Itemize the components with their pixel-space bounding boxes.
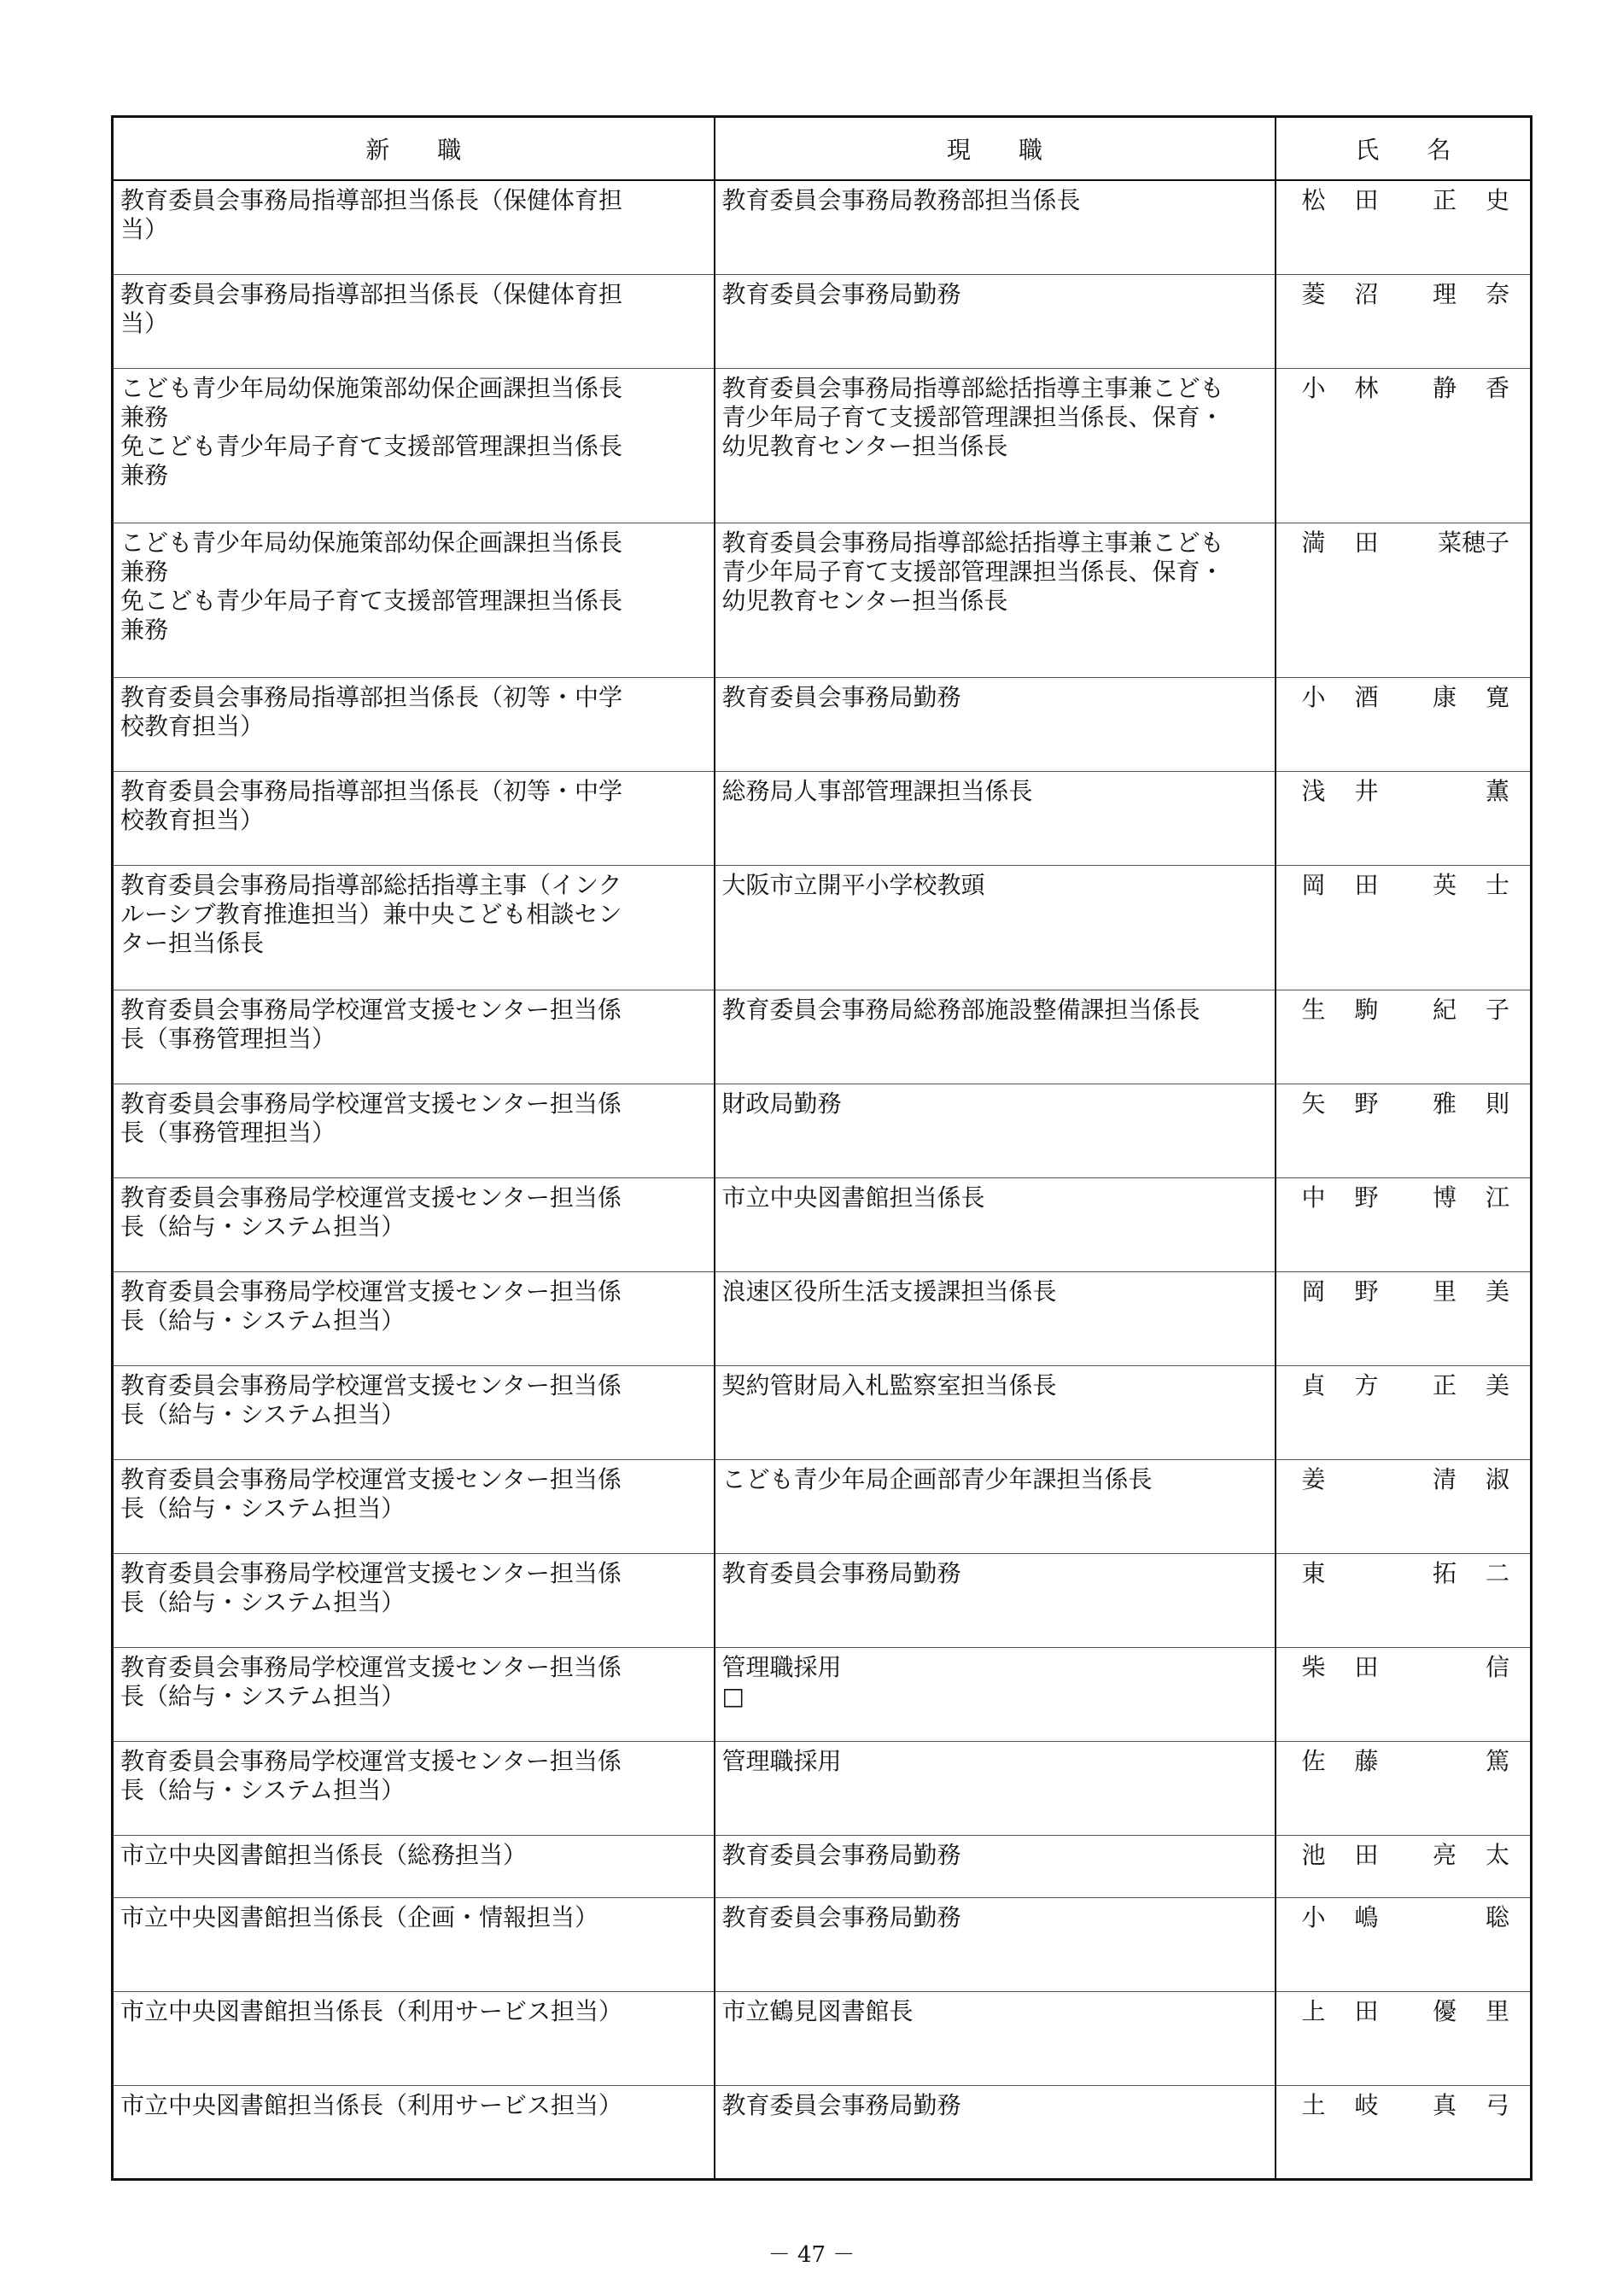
new-position-line: こども青少年局幼保施策部幼保企画課担当係長 [120, 528, 623, 557]
new-position-line: 長（事務管理担当） [120, 1024, 336, 1053]
name-cell [1276, 180, 1532, 274]
new-position-cell [113, 368, 715, 523]
new-position-line: 兼務 [120, 557, 169, 586]
surname-char: 小 [1301, 1902, 1326, 1931]
name-cell [1276, 1084, 1532, 1177]
current-position-cell [715, 1459, 1276, 1553]
person-name [1283, 1465, 1526, 1494]
name-cell [1276, 274, 1532, 368]
new-position-line: 免こども青少年局子育て支援部管理課担当係長 [120, 586, 623, 615]
surname-char: 貞 [1301, 1370, 1326, 1399]
table-row [113, 990, 1532, 1084]
surname [1302, 1903, 1379, 1932]
person-name [1283, 777, 1526, 806]
given-name [1433, 1090, 1509, 1119]
given-name [1433, 2091, 1509, 2120]
current-position-cell [715, 180, 1276, 274]
surname-char: 野 [1354, 1183, 1379, 1212]
new-position-line: 当） [120, 215, 169, 243]
surname-char [1355, 1559, 1379, 1588]
current-position-line: 管理職採用 [721, 1746, 842, 1775]
new-position-cell [113, 865, 715, 990]
name-cell [1276, 1271, 1532, 1365]
table-row [113, 1084, 1532, 1177]
name-cell [1276, 368, 1532, 523]
given-name [1433, 1277, 1509, 1306]
given-name-char: 則 [1485, 1089, 1509, 1118]
header-current-position: 現 職 [715, 117, 1276, 181]
given-name-char: 雅 [1432, 1089, 1457, 1118]
current-position-line: 青少年局子育て支援部管理課担当係長、保育・ [721, 557, 1224, 586]
current-position-cell [715, 1647, 1276, 1741]
table-row [113, 1835, 1532, 1897]
given-name-char: 清 [1432, 1464, 1457, 1493]
current-position-line: 教育委員会事務局総務部施設整備課担当係長 [721, 995, 1200, 1024]
person-name [1283, 1997, 1526, 2026]
given-name-char: 里 [1432, 1277, 1457, 1306]
table-row [113, 368, 1532, 523]
current-position-line: 幼児教育センター担当係長 [721, 586, 1008, 615]
person-name [1283, 2091, 1526, 2120]
current-position-line: 青少年局子育て支援部管理課担当係長、保育・ [721, 402, 1224, 431]
surname-char: 上 [1301, 1996, 1326, 2025]
person-name [1283, 186, 1526, 215]
current-position-line: 教育委員会事務局指導部総括指導主事兼こども [721, 373, 1224, 402]
given-name-char: 淑 [1485, 1464, 1509, 1493]
surname [1302, 1747, 1379, 1776]
name-cell [1276, 1177, 1532, 1271]
given-name-char: 菜穂子 [1437, 528, 1509, 557]
name-cell [1276, 990, 1532, 1084]
surname [1302, 1183, 1379, 1212]
new-position-cell [113, 274, 715, 368]
table-row [113, 1553, 1532, 1647]
surname-char: 田 [1354, 1996, 1379, 2025]
given-name-char: 寛 [1485, 682, 1509, 711]
given-name [1433, 1183, 1509, 1212]
surname-char: 岡 [1301, 1277, 1326, 1306]
new-position-line: 長（給与・システム担当） [120, 1399, 406, 1428]
person-name [1283, 1903, 1526, 1932]
person-name [1283, 1090, 1526, 1119]
new-position-line: 教育委員会事務局指導部担当係長（保健体育担 [120, 279, 623, 308]
given-name [1433, 1997, 1509, 2026]
current-position-cell [715, 1084, 1276, 1177]
name-cell [1276, 2085, 1532, 2179]
given-name-char: 太 [1485, 1840, 1509, 1869]
table-row [113, 1271, 1532, 1365]
given-name-char: 里 [1485, 1996, 1509, 2025]
surname-char: 酒 [1354, 682, 1379, 711]
surname-char: 田 [1354, 1652, 1379, 1681]
given-name [1433, 1747, 1509, 1776]
surname [1302, 1465, 1379, 1494]
surname [1302, 1559, 1379, 1588]
given-name [1433, 186, 1509, 215]
new-position-cell [113, 1647, 715, 1741]
table-row [113, 1647, 1532, 1741]
new-position-cell [113, 180, 715, 274]
current-position-cell [715, 1897, 1276, 1991]
new-position-cell [113, 1365, 715, 1459]
new-position-line: 教育委員会事務局学校運営支援センター担当係 [120, 1464, 622, 1493]
new-position-line: 免こども青少年局子育て支援部管理課担当係長 [120, 431, 623, 460]
given-name [1433, 280, 1509, 309]
given-name [1433, 683, 1509, 712]
current-position-cell [715, 677, 1276, 771]
new-position-line: 教育委員会事務局指導部担当係長（初等・中学 [120, 682, 623, 711]
current-position-line: 市立中央図書館担当係長 [721, 1183, 985, 1212]
given-name-char: 博 [1432, 1183, 1457, 1212]
current-position-line: 市立鶴見図書館長 [721, 1996, 914, 2025]
name-cell [1276, 1647, 1532, 1741]
new-position-line: 長（給与・システム担当） [120, 1493, 406, 1522]
new-position-cell [113, 1835, 715, 1897]
current-position-line: 教育委員会事務局勤務 [721, 2090, 961, 2119]
surname-char: 松 [1301, 186, 1326, 214]
current-position-cell [715, 1553, 1276, 1647]
surname [1302, 1653, 1379, 1682]
new-position-line: 校教育担当） [120, 711, 265, 740]
table-row [113, 1897, 1532, 1991]
current-position-cell [715, 1271, 1276, 1365]
surname-char: 矢 [1301, 1089, 1326, 1118]
person-name [1283, 996, 1526, 1025]
table-row [113, 771, 1532, 865]
table-row [113, 677, 1532, 771]
new-position-line: 教育委員会事務局指導部総括指導主事（インク [120, 870, 622, 899]
surname-char: 田 [1354, 870, 1379, 899]
new-position-line: 市立中央図書館担当係長（利用サービス担当） [120, 1996, 623, 2025]
person-name [1283, 1183, 1526, 1212]
given-name [1433, 1371, 1509, 1400]
surname [1302, 529, 1379, 558]
given-name-char: 美 [1485, 1370, 1509, 1399]
current-position-line: □ [721, 1681, 744, 1710]
new-position-cell [113, 523, 715, 677]
surname [1302, 1371, 1379, 1400]
current-position-line: 財政局勤務 [721, 1089, 842, 1118]
new-position-line: 長（給与・システム担当） [120, 1212, 406, 1241]
person-name [1283, 1747, 1526, 1776]
person-name [1283, 1371, 1526, 1400]
current-position-cell [715, 523, 1276, 677]
name-cell [1276, 771, 1532, 865]
current-position-line: 教育委員会事務局勤務 [721, 1558, 961, 1587]
new-position-line: 長（事務管理担当） [120, 1118, 336, 1147]
surname-char: 生 [1301, 995, 1326, 1024]
surname [1302, 186, 1379, 215]
new-position-cell [113, 1991, 715, 2085]
current-position-cell [715, 771, 1276, 865]
current-position-cell [715, 274, 1276, 368]
table-row [113, 1991, 1532, 2085]
new-position-line: 教育委員会事務局学校運営支援センター担当係 [120, 995, 622, 1024]
current-position-line: 管理職採用 [721, 1652, 842, 1681]
current-position-line: 総務局人事部管理課担当係長 [721, 776, 1033, 805]
given-name-char: 篤 [1485, 1746, 1509, 1775]
table-row [113, 523, 1532, 677]
surname [1302, 683, 1379, 712]
new-position-line: 長（給与・システム担当） [120, 1775, 406, 1804]
surname-char: 柴 [1301, 1652, 1326, 1681]
current-position-cell [715, 368, 1276, 523]
given-name-char: 信 [1485, 1652, 1509, 1681]
surname [1302, 2091, 1379, 2120]
name-cell [1276, 1553, 1532, 1647]
given-name-char: 拓 [1432, 1558, 1457, 1587]
new-position-line: 兼務 [120, 460, 169, 489]
surname-char: 田 [1354, 528, 1379, 557]
given-name [1433, 871, 1509, 900]
table-row [113, 274, 1532, 368]
given-name-char: 静 [1432, 373, 1457, 402]
new-position-line: 兼務 [120, 402, 169, 431]
surname-char: 岡 [1301, 870, 1326, 899]
given-name [1433, 1653, 1509, 1682]
surname [1302, 1277, 1379, 1306]
new-position-line: 教育委員会事務局学校運営支援センター担当係 [120, 1277, 622, 1306]
new-position-line: 市立中央図書館担当係長（企画・情報担当） [120, 1902, 599, 1931]
surname-char: 満 [1301, 528, 1326, 557]
given-name-char: 奈 [1485, 279, 1509, 308]
surname-char: 田 [1354, 186, 1379, 214]
given-name [1433, 1559, 1509, 1588]
surname-char: 土 [1301, 2090, 1326, 2119]
surname-char: 岐 [1354, 2090, 1379, 2119]
table-row [113, 1459, 1532, 1553]
given-name [1438, 529, 1509, 558]
given-name [1433, 777, 1509, 806]
current-position-line: 教育委員会事務局指導部総括指導主事兼こども [721, 528, 1224, 557]
new-position-cell [113, 990, 715, 1084]
given-name [1433, 1903, 1509, 1932]
given-name-char: 紀 [1432, 995, 1457, 1024]
given-name-char: 二 [1485, 1558, 1509, 1587]
given-name-char [1433, 1903, 1457, 1932]
given-name-char: 正 [1432, 186, 1457, 214]
current-position-cell [715, 1177, 1276, 1271]
surname-char: 池 [1301, 1840, 1326, 1869]
new-position-line: ター担当係長 [120, 928, 265, 957]
given-name [1433, 1841, 1509, 1870]
new-position-line: 教育委員会事務局学校運営支援センター担当係 [120, 1558, 622, 1587]
new-position-line: 教育委員会事務局学校運営支援センター担当係 [120, 1183, 622, 1212]
new-position-line: 市立中央図書館担当係長（利用サービス担当） [120, 2090, 623, 2119]
surname-char: 姜 [1301, 1464, 1326, 1493]
new-position-cell [113, 2085, 715, 2179]
current-position-line: 幼児教育センター担当係長 [721, 431, 1008, 460]
given-name [1433, 374, 1509, 403]
surname-char: 小 [1301, 682, 1326, 711]
given-name-char: 子 [1485, 995, 1509, 1024]
surname-char [1355, 1465, 1379, 1494]
table-row [113, 865, 1532, 990]
surname-char: 小 [1301, 373, 1326, 402]
given-name-char: 江 [1485, 1183, 1509, 1212]
roster-body [113, 180, 1532, 2179]
new-position-cell [113, 677, 715, 771]
surname-char: 方 [1354, 1370, 1379, 1399]
given-name-char: 理 [1432, 279, 1457, 308]
current-position-line: 教育委員会事務局勤務 [721, 1902, 961, 1931]
new-position-line: ルーシブ教育推進担当）兼中央こども相談セン [120, 899, 622, 928]
table-row [113, 180, 1532, 274]
surname-char: 沼 [1354, 279, 1379, 308]
given-name-char: 薫 [1485, 776, 1509, 805]
surname-char: 野 [1354, 1089, 1379, 1118]
new-position-cell [113, 1084, 715, 1177]
surname [1302, 871, 1379, 900]
given-name-char: 弓 [1485, 2090, 1509, 2119]
name-cell [1276, 523, 1532, 677]
page-number: － 47 － [768, 2242, 855, 2268]
new-position-cell [113, 1177, 715, 1271]
new-position-cell [113, 1897, 715, 1991]
new-position-line: 市立中央図書館担当係長（総務担当） [120, 1840, 528, 1869]
new-position-cell [113, 1553, 715, 1647]
new-position-line: 当） [120, 308, 169, 337]
surname [1302, 1841, 1379, 1870]
surname-char: 藤 [1354, 1746, 1379, 1775]
given-name-char: 香 [1485, 373, 1509, 402]
surname-char: 菱 [1301, 279, 1326, 308]
name-cell [1276, 677, 1532, 771]
current-position-cell [715, 1991, 1276, 2085]
surname-char: 佐 [1301, 1746, 1326, 1775]
given-name-char: 正 [1432, 1370, 1457, 1399]
surname-char: 浅 [1301, 776, 1326, 805]
given-name-char: 真 [1432, 2090, 1457, 2119]
surname-char: 駒 [1354, 995, 1379, 1024]
given-name-char: 史 [1485, 186, 1509, 214]
new-position-line: こども青少年局幼保施策部幼保企画課担当係長 [120, 373, 623, 402]
given-name-char: 士 [1485, 870, 1509, 899]
current-position-line: 教育委員会事務局教務部担当係長 [721, 186, 1081, 214]
current-position-line: 契約管財局入札監察室担当係長 [721, 1370, 1057, 1399]
roster-table [111, 115, 1533, 2181]
person-name [1283, 1841, 1526, 1870]
given-name-char [1433, 1653, 1457, 1682]
person-name [1283, 529, 1526, 558]
person-name [1283, 1653, 1526, 1682]
name-cell [1276, 865, 1532, 990]
new-position-line: 教育委員会事務局指導部担当係長（保健体育担 [120, 186, 623, 214]
surname-char: 林 [1354, 373, 1379, 402]
given-name [1433, 1465, 1509, 1494]
new-position-line: 兼務 [120, 615, 169, 644]
header-new-position: 新 職 [113, 117, 715, 181]
surname [1302, 374, 1379, 403]
name-cell [1276, 1365, 1532, 1459]
person-name [1283, 683, 1526, 712]
given-name-char: 英 [1432, 870, 1457, 899]
given-name [1433, 996, 1509, 1025]
new-position-line: 教育委員会事務局学校運営支援センター担当係 [120, 1652, 622, 1681]
given-name-char: 美 [1485, 1277, 1509, 1306]
header-name: 氏 名 [1276, 117, 1532, 181]
surname-char: 中 [1301, 1183, 1326, 1212]
table-row [113, 2085, 1532, 2179]
surname-char: 東 [1301, 1558, 1326, 1587]
new-position-cell [113, 771, 715, 865]
name-cell [1276, 1835, 1532, 1897]
surname [1302, 777, 1379, 806]
current-position-cell [715, 990, 1276, 1084]
new-position-line: 教育委員会事務局学校運営支援センター担当係 [120, 1746, 622, 1775]
new-position-cell [113, 1459, 715, 1553]
new-position-line: 教育委員会事務局指導部担当係長（初等・中学 [120, 776, 623, 805]
given-name-char: 康 [1432, 682, 1457, 711]
table-header-row [113, 117, 1532, 181]
current-position-line: 浪速区役所生活支援課担当係長 [721, 1277, 1057, 1306]
surname-char: 井 [1354, 776, 1379, 805]
current-position-line: 教育委員会事務局勤務 [721, 1840, 961, 1869]
person-name [1283, 1559, 1526, 1588]
person-name [1283, 1277, 1526, 1306]
name-cell [1276, 1741, 1532, 1835]
current-position-cell [715, 2085, 1276, 2179]
current-position-cell [715, 1835, 1276, 1897]
surname-char: 嶋 [1354, 1902, 1379, 1931]
person-name [1283, 280, 1526, 309]
name-cell [1276, 1897, 1532, 1991]
given-name-char: 聡 [1485, 1902, 1509, 1931]
new-position-line: 長（給与・システム担当） [120, 1306, 406, 1335]
person-name [1283, 374, 1526, 403]
current-position-cell [715, 1365, 1276, 1459]
new-position-line: 長（給与・システム担当） [120, 1587, 406, 1616]
new-position-cell [113, 1271, 715, 1365]
new-position-line: 教育委員会事務局学校運営支援センター担当係 [120, 1089, 622, 1118]
new-position-line: 長（給与・システム担当） [120, 1681, 406, 1710]
table-row [113, 1741, 1532, 1835]
surname [1302, 1090, 1379, 1119]
given-name-char [1433, 1747, 1457, 1776]
current-position-line: 教育委員会事務局勤務 [721, 279, 961, 308]
new-position-line: 校教育担当） [120, 805, 265, 834]
current-position-cell [715, 1741, 1276, 1835]
given-name-char: 亮 [1432, 1840, 1457, 1869]
table-row [113, 1365, 1532, 1459]
current-position-cell [715, 865, 1276, 990]
surname [1302, 1997, 1379, 2026]
given-name-char [1433, 777, 1457, 806]
current-position-line: こども青少年局企画部青少年課担当係長 [721, 1464, 1153, 1493]
table-row [113, 1177, 1532, 1271]
new-position-line: 教育委員会事務局学校運営支援センター担当係 [120, 1370, 622, 1399]
name-cell [1276, 1991, 1532, 2085]
current-position-line: 教育委員会事務局勤務 [721, 682, 961, 711]
person-name [1283, 871, 1526, 900]
new-position-cell [113, 1741, 715, 1835]
surname-char: 野 [1354, 1277, 1379, 1306]
name-cell [1276, 1459, 1532, 1553]
personnel-roster [111, 115, 1530, 2181]
current-position-line: 大阪市立開平小学校教頭 [721, 870, 985, 899]
surname [1302, 996, 1379, 1025]
given-name-char: 優 [1432, 1996, 1457, 2025]
surname [1302, 280, 1379, 309]
surname-char: 田 [1354, 1840, 1379, 1869]
